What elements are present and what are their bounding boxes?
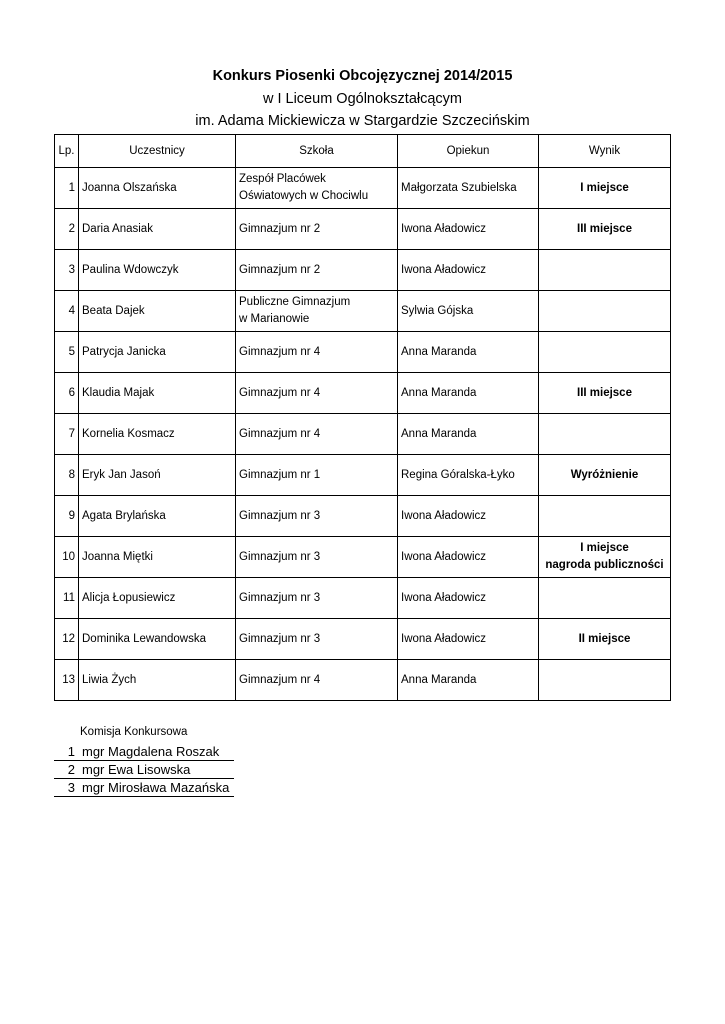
table-row <box>55 250 671 291</box>
cell-lp: 13 <box>55 660 79 701</box>
page-subtitle-school: w I Liceum Ogólnokształcącym <box>262 91 463 107</box>
cell-school <box>236 496 398 537</box>
page-subtitle-patron: im. Adama Mickiewicza w Stargardzie Szczecińskim <box>195 113 530 129</box>
jury-member <box>54 761 234 779</box>
table-row <box>55 373 671 414</box>
cell-participant: Liwia Żych <box>79 660 236 701</box>
cell-result <box>539 455 671 496</box>
cell-lp: 6 <box>55 373 79 414</box>
cell-teacher: Regina Góralska-Łyko <box>398 455 539 496</box>
result-line-2: nagroda publiczności <box>545 559 664 571</box>
school-line-1: Gimnazjum nr 4 <box>239 386 321 399</box>
cell-lp: 10 <box>55 537 79 578</box>
school-line-1: Gimnazjum nr 3 <box>239 550 321 563</box>
cell-school <box>236 578 398 619</box>
table-row <box>55 209 671 250</box>
cell-school <box>236 414 398 455</box>
cell-lp: 7 <box>55 414 79 455</box>
cell-teacher: Iwona Aładowicz <box>398 496 539 537</box>
cell-result <box>539 373 671 414</box>
school-line-2: Oświatowych w Chociwlu <box>239 190 369 202</box>
cell-participant: Paulina Wdowczyk <box>79 250 236 291</box>
cell-school <box>236 537 398 578</box>
table-row <box>55 414 671 455</box>
cell-teacher: Iwona Aładowicz <box>398 537 539 578</box>
cell-lp: 8 <box>55 455 79 496</box>
cell-lp: 12 <box>55 619 79 660</box>
cell-participant: Kornelia Kosmacz <box>79 414 236 455</box>
result-line-1: II miejsce <box>578 632 631 645</box>
table-row <box>55 455 671 496</box>
column-header-school: Szkoła <box>236 135 398 168</box>
jury-member-name: mgr Ewa Lisowska <box>80 761 234 779</box>
cell-school <box>236 332 398 373</box>
cell-participant: Joanna Miętki <box>79 537 236 578</box>
cell-lp: 5 <box>55 332 79 373</box>
column-header-lp: Lp. <box>55 135 79 168</box>
cell-lp: 9 <box>55 496 79 537</box>
cell-teacher: Iwona Aładowicz <box>398 578 539 619</box>
page-title: Konkurs Piosenki Obcojęzycznej 2014/2015 <box>212 68 513 84</box>
cell-school <box>236 209 398 250</box>
cell-result <box>539 619 671 660</box>
cell-participant: Dominika Lewandowska <box>79 619 236 660</box>
table-row <box>55 660 671 701</box>
jury-member-number: 2 <box>54 761 80 779</box>
school-line-1: Publiczne Gimnazjum <box>239 296 351 308</box>
table-row <box>55 578 671 619</box>
cell-participant: Patrycja Janicka <box>79 332 236 373</box>
cell-lp: 4 <box>55 291 79 332</box>
jury-list <box>54 743 234 797</box>
cell-result <box>539 414 671 455</box>
school-line-1: Gimnazjum nr 4 <box>239 673 321 686</box>
cell-teacher: Iwona Aładowicz <box>398 250 539 291</box>
cell-lp: 1 <box>55 168 79 209</box>
cell-result <box>539 291 671 332</box>
school-line-1: Gimnazjum nr 4 <box>239 345 321 358</box>
school-line-1: Gimnazjum nr 3 <box>239 591 321 604</box>
jury-member <box>54 779 234 797</box>
cell-result <box>539 250 671 291</box>
cell-result <box>539 578 671 619</box>
cell-result <box>539 537 671 578</box>
column-header-teacher: Opiekun <box>398 135 539 168</box>
result-line-1: I miejsce <box>580 542 629 554</box>
school-line-2: w Marianowie <box>239 313 310 325</box>
cell-teacher: Małgorzata Szubielska <box>398 168 539 209</box>
cell-participant: Beata Dajek <box>79 291 236 332</box>
cell-teacher: Anna Maranda <box>398 414 539 455</box>
jury-member <box>54 743 234 761</box>
school-line-1: Gimnazjum nr 1 <box>239 468 321 481</box>
cell-teacher: Sylwia Gójska <box>398 291 539 332</box>
cell-teacher: Anna Maranda <box>398 660 539 701</box>
cell-school <box>236 291 398 332</box>
cell-participant: Klaudia Majak <box>79 373 236 414</box>
result-line-1: III miejsce <box>577 386 632 399</box>
cell-school <box>236 619 398 660</box>
cell-lp: 2 <box>55 209 79 250</box>
cell-result <box>539 209 671 250</box>
table-row <box>55 168 671 209</box>
table-header-row <box>55 135 671 168</box>
result-line-1: III miejsce <box>577 222 632 235</box>
jury-member-number: 1 <box>54 743 80 761</box>
cell-teacher: Iwona Aładowicz <box>398 619 539 660</box>
jury-title: Komisja Konkursowa <box>80 726 188 738</box>
school-line-1: Gimnazjum nr 2 <box>239 222 321 235</box>
cell-school <box>236 168 398 209</box>
jury-member-name: mgr Magdalena Roszak <box>80 743 234 761</box>
cell-result <box>539 496 671 537</box>
results-table <box>54 134 671 701</box>
cell-participant: Eryk Jan Jasoń <box>79 455 236 496</box>
cell-school <box>236 455 398 496</box>
column-header-participants: Uczestnicy <box>79 135 236 168</box>
cell-participant: Daria Anasiak <box>79 209 236 250</box>
jury-member-number: 3 <box>54 779 80 797</box>
cell-teacher: Anna Maranda <box>398 373 539 414</box>
cell-lp: 3 <box>55 250 79 291</box>
cell-lp: 11 <box>55 578 79 619</box>
table-row <box>55 496 671 537</box>
cell-school <box>236 373 398 414</box>
result-line-1: Wyróżnienie <box>570 468 639 481</box>
cell-school <box>236 660 398 701</box>
cell-result <box>539 168 671 209</box>
cell-result <box>539 660 671 701</box>
school-line-1: Zespół Placówek <box>239 173 326 185</box>
cell-participant: Joanna Olszańska <box>79 168 236 209</box>
table-row <box>55 537 671 578</box>
table-row <box>55 291 671 332</box>
cell-participant: Alicja Łopusiewicz <box>79 578 236 619</box>
school-line-1: Gimnazjum nr 4 <box>239 427 321 440</box>
cell-teacher: Anna Maranda <box>398 332 539 373</box>
result-line-1: I miejsce <box>580 181 629 194</box>
jury-member-name: mgr Mirosława Mazańska <box>80 779 234 797</box>
table-row <box>55 332 671 373</box>
school-line-1: Gimnazjum nr 3 <box>239 509 321 522</box>
cell-teacher: Iwona Aładowicz <box>398 209 539 250</box>
table-row <box>55 619 671 660</box>
cell-school <box>236 250 398 291</box>
school-line-1: Gimnazjum nr 2 <box>239 263 321 276</box>
column-header-result: Wynik <box>539 135 671 168</box>
cell-result <box>539 332 671 373</box>
cell-participant: Agata Brylańska <box>79 496 236 537</box>
school-line-1: Gimnazjum nr 3 <box>239 632 321 645</box>
